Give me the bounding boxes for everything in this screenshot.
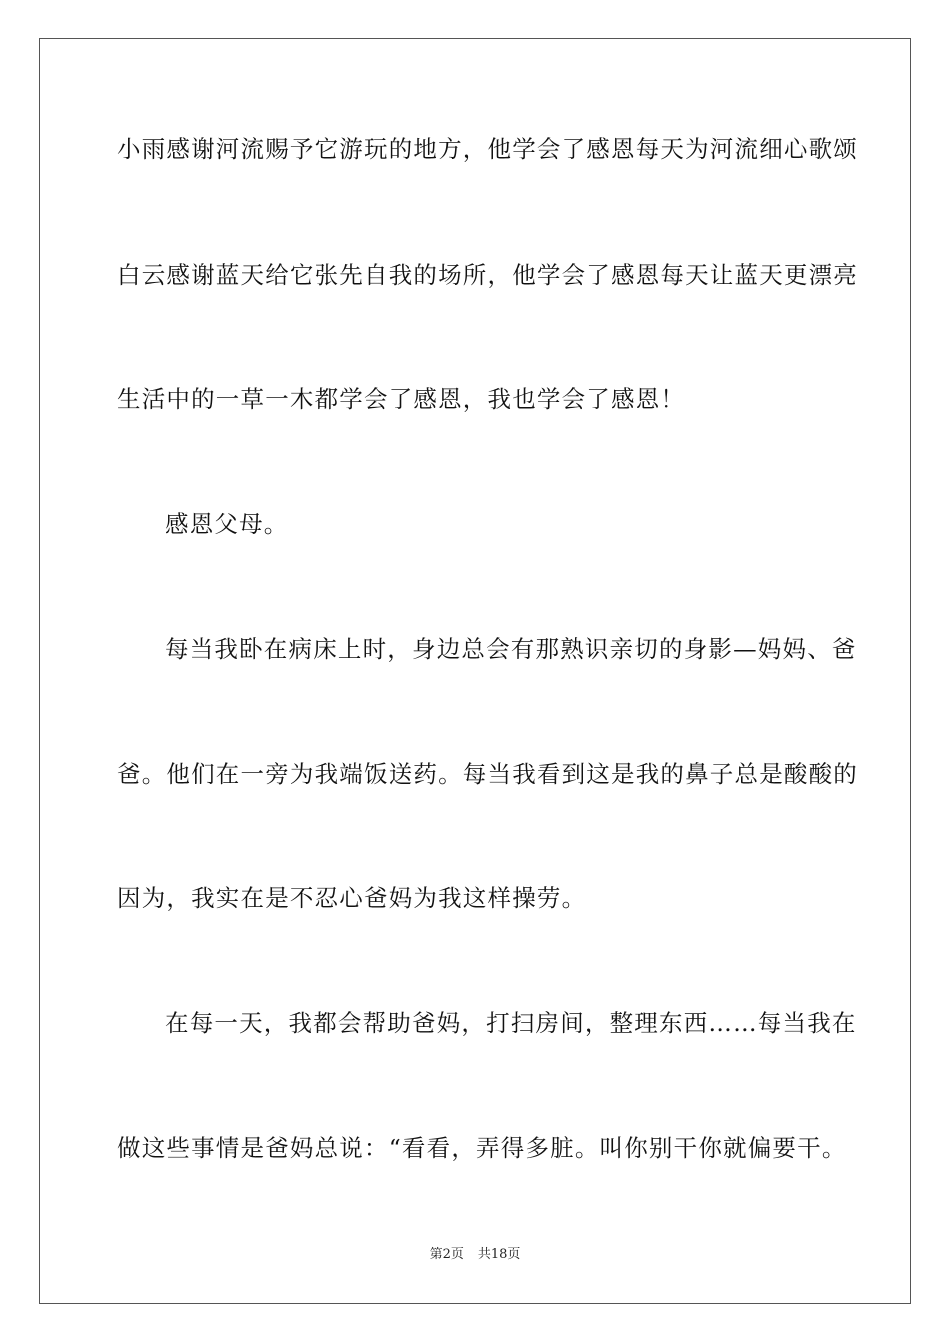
page-total: 共18页 — [477, 1247, 521, 1262]
paragraph-line: 每当我卧在病床上时，身边总会有那熟识亲切的身影—妈妈、爸 — [165, 635, 857, 663]
page-footer — [0, 1246, 950, 1264]
section-heading: 感恩父母。 — [165, 510, 289, 538]
paragraph-line: 因为，我实在是不忍心爸妈为我这样操劳。 — [117, 884, 587, 912]
paragraph-line: 小雨感谢河流赐予它游玩的地方，他学会了感恩每天为河流细心歌颂 — [117, 135, 858, 163]
paragraph-line: 在每一天，我都会帮助爸妈，打扫房间，整理东西……每当我在 — [165, 1009, 857, 1037]
page-number: 第2页 — [429, 1247, 464, 1262]
paragraph-line: 做这些事情是爸妈总说：“看看，弄得多脏。叫你别干你就偏要干。 — [117, 1134, 847, 1162]
page-border — [39, 38, 911, 1304]
paragraph-line: 白云感谢蓝天给它张先自我的场所，他学会了感恩每天让蓝天更漂亮 — [117, 261, 858, 289]
paragraph-line: 生活中的一草一木都学会了感恩，我也学会了感恩！ — [117, 385, 686, 413]
paragraph-line: 爸。他们在一旁为我端饭送药。每当我看到这是我的鼻子总是酸酸的 — [117, 760, 858, 788]
